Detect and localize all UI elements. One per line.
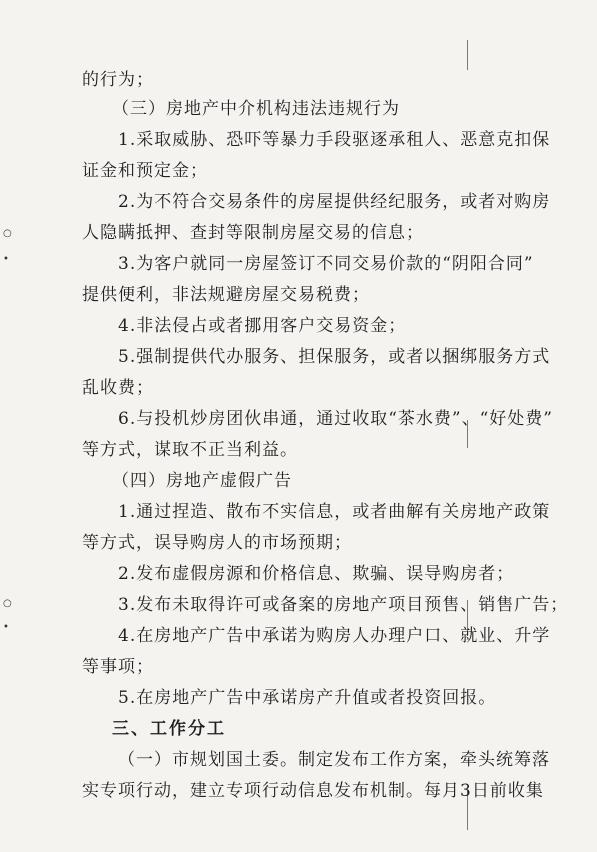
text-line: 5.强制提供代办服务、担保服务，或者以捆绑服务方式: [118, 347, 551, 367]
text-line: 2.发布虚假房源和价格信息、欺骗、误导购房者；: [118, 564, 515, 584]
text-line: 实专项行动，建立专项行动信息发布机制。每月3日前收集: [82, 781, 544, 801]
text-line: 1.采取威胁、恐吓等暴力手段驱逐承租人、恶意克扣保: [118, 130, 551, 150]
text-line: 4.在房地产广告中承诺为购房人办理户口、就业、升学: [118, 626, 551, 646]
text-line: （一）市规划国土委。制定发布工作方案，牵头统筹落: [118, 750, 550, 770]
section-heading: （四）房地产虚假广告: [112, 471, 292, 491]
text-line: 证金和预定金；: [82, 161, 208, 181]
text-line: 3.为客户就同一房屋签订不同交易价款的“阴阳合同”: [118, 254, 534, 274]
text-line: 2.为不符合交易条件的房屋提供经纪服务，或者对购房: [118, 192, 551, 212]
text-line: 等方式，谋取不正当利益。: [82, 440, 298, 460]
text-line: 3.发布未取得许可或备案的房地产项目预售、销售广告；: [118, 595, 569, 615]
chapter-heading: 三、工作分工: [112, 719, 226, 739]
text-line: 的行为；: [82, 70, 154, 90]
text-line: 4.非法侵占或者挪用客户交易资金；: [118, 316, 407, 336]
text-line: 等事项；: [82, 657, 154, 677]
binding-hole-mark: •: [3, 254, 9, 265]
text-line: 1.通过捏造、散布不实信息，或者曲解有关房地产政策: [118, 502, 551, 522]
text-line: 人隐瞒抵押、查封等限制房屋交易的信息；: [82, 223, 424, 243]
watermark: ​: [84, 30, 96, 65]
text-line: 乱收费；: [82, 378, 154, 398]
text-line: 5.在房地产广告中承诺房产升值或者投资回报。: [118, 688, 497, 708]
section-heading: （三）房地产中介机构违法违规行为: [112, 99, 400, 119]
text-line: 6.与投机炒房团伙串通，通过收取“茶水费”、“好处费”: [118, 409, 553, 429]
binding-hole-mark: •: [3, 622, 9, 633]
text-line: 等方式，误导购房人的市场预期；: [82, 533, 352, 553]
binding-hole-mark: ○: [3, 228, 12, 239]
text-line: 提供便利，非法规避房屋交易税费；: [82, 285, 370, 305]
page-edge-line: [467, 40, 468, 70]
binding-hole-mark: ○: [3, 598, 12, 609]
